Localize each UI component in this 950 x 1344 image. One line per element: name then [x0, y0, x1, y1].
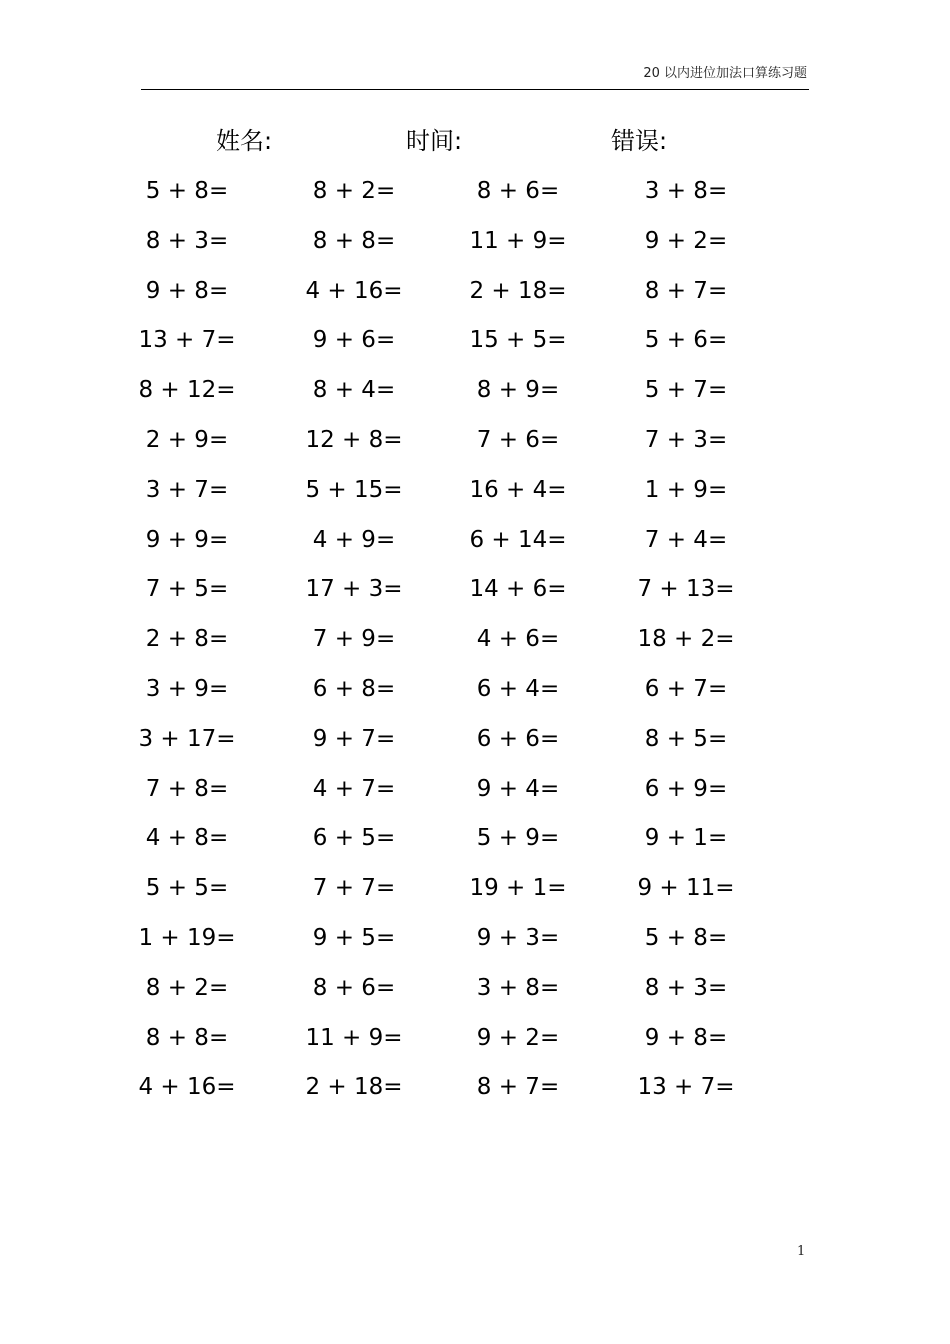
problem-r11-c3: 6 + 4=: [476, 676, 560, 702]
problem-r1-c3: 8 + 6=: [476, 178, 560, 204]
problem-r12-c1: 3 + 17=: [138, 725, 236, 752]
problem-r12-c3: 6 + 6=: [476, 725, 560, 752]
problem-r19-c4: 13 + 7=: [637, 1074, 735, 1101]
problem-r8-c4: 7 + 4=: [644, 526, 728, 553]
problem-r17-c1: 8 + 2=: [145, 974, 229, 1001]
page-number: 1: [797, 1244, 806, 1259]
problem-r14-c2: 6 + 5=: [312, 825, 396, 852]
problem-r14-c1: 4 + 8=: [145, 825, 229, 852]
problem-r18-c2: 11 + 9=: [305, 1024, 403, 1051]
problem-r2-c2: 8 + 8=: [312, 227, 396, 254]
problem-r10-c4: 18 + 2=: [637, 626, 735, 653]
problem-r16-c1: 1 + 19=: [138, 925, 236, 951]
problem-r18-c4: 9 + 8=: [644, 1024, 728, 1051]
problem-r2-c4: 9 + 2=: [644, 227, 728, 254]
problem-r9-c2: 17 + 3=: [305, 576, 403, 603]
problem-r19-c2: 2 + 18=: [305, 1074, 403, 1101]
problem-r15-c3: 19 + 1=: [469, 875, 567, 902]
problem-r11-c4: 6 + 7=: [644, 676, 728, 702]
problem-r5-c2: 8 + 4=: [312, 377, 396, 404]
problem-r7-c2: 5 + 15=: [305, 476, 403, 503]
problem-r16-c4: 5 + 8=: [644, 925, 728, 951]
header-rule: [141, 89, 809, 90]
problem-r10-c2: 7 + 9=: [312, 626, 396, 653]
problem-r11-c2: 6 + 8=: [312, 676, 396, 702]
problem-r4-c4: 5 + 6=: [644, 327, 728, 354]
problem-r7-c3: 16 + 4=: [469, 476, 567, 503]
problem-r9-c1: 7 + 5=: [145, 576, 229, 603]
problem-r8-c2: 4 + 9=: [312, 526, 396, 553]
problem-r6-c3: 7 + 6=: [476, 427, 560, 453]
problem-r5-c1: 8 + 12=: [138, 377, 236, 404]
problem-r4-c2: 9 + 6=: [312, 327, 396, 354]
problem-r8-c1: 9 + 9=: [145, 526, 229, 553]
problem-r18-c1: 8 + 8=: [145, 1024, 229, 1051]
problem-r13-c4: 6 + 9=: [644, 775, 728, 802]
problem-r5-c3: 8 + 9=: [476, 377, 560, 404]
time-label: 时间:: [406, 127, 463, 155]
problem-r4-c1: 13 + 7=: [138, 327, 236, 354]
problem-r7-c1: 3 + 7=: [145, 476, 229, 503]
problem-r17-c2: 8 + 6=: [312, 974, 396, 1001]
problem-r9-c3: 14 + 6=: [469, 576, 567, 603]
problem-r19-c1: 4 + 16=: [138, 1074, 236, 1101]
problem-r15-c4: 9 + 11=: [637, 875, 735, 902]
problem-r15-c1: 5 + 5=: [145, 875, 229, 902]
problem-r9-c4: 7 + 13=: [637, 576, 735, 603]
problem-r12-c2: 9 + 7=: [312, 725, 396, 752]
problem-r16-c3: 9 + 3=: [476, 925, 560, 951]
problem-r10-c3: 4 + 6=: [476, 626, 560, 653]
problem-r11-c1: 3 + 9=: [145, 676, 229, 702]
problem-r3-c3: 2 + 18=: [469, 277, 567, 304]
problem-r13-c1: 7 + 8=: [145, 775, 229, 802]
problem-r13-c3: 9 + 4=: [476, 775, 560, 802]
errors-label: 错误:: [611, 127, 668, 155]
problem-r6-c1: 2 + 9=: [145, 427, 229, 453]
problem-r13-c2: 4 + 7=: [312, 775, 396, 802]
name-label: 姓名:: [216, 127, 273, 155]
problem-r16-c2: 9 + 5=: [312, 925, 396, 951]
problem-r6-c4: 7 + 3=: [644, 427, 728, 453]
problem-r1-c1: 5 + 8=: [145, 178, 229, 204]
problem-r3-c4: 8 + 7=: [644, 277, 728, 304]
problem-r10-c1: 2 + 8=: [145, 626, 229, 653]
problem-r7-c4: 1 + 9=: [644, 476, 728, 503]
header-title: 20 以内进位加法口算练习题: [643, 66, 807, 81]
problem-r14-c4: 9 + 1=: [644, 825, 728, 852]
problem-r3-c2: 4 + 16=: [305, 277, 403, 304]
problem-r17-c3: 3 + 8=: [476, 974, 560, 1001]
problem-r12-c4: 8 + 5=: [644, 725, 728, 752]
problem-r17-c4: 8 + 3=: [644, 974, 728, 1001]
problem-r14-c3: 5 + 9=: [476, 825, 560, 852]
problem-r19-c3: 8 + 7=: [476, 1074, 560, 1101]
problem-r6-c2: 12 + 8=: [305, 427, 403, 453]
problem-r1-c2: 8 + 2=: [312, 178, 396, 204]
problem-r1-c4: 3 + 8=: [644, 178, 728, 204]
problem-r3-c1: 9 + 8=: [145, 277, 229, 304]
problem-r5-c4: 5 + 7=: [644, 377, 728, 404]
problem-r2-c1: 8 + 3=: [145, 227, 229, 254]
problem-r15-c2: 7 + 7=: [312, 875, 396, 902]
problem-r18-c3: 9 + 2=: [476, 1024, 560, 1051]
problem-r8-c3: 6 + 14=: [469, 526, 567, 553]
problem-r2-c3: 11 + 9=: [469, 227, 567, 254]
problem-r4-c3: 15 + 5=: [469, 327, 567, 354]
